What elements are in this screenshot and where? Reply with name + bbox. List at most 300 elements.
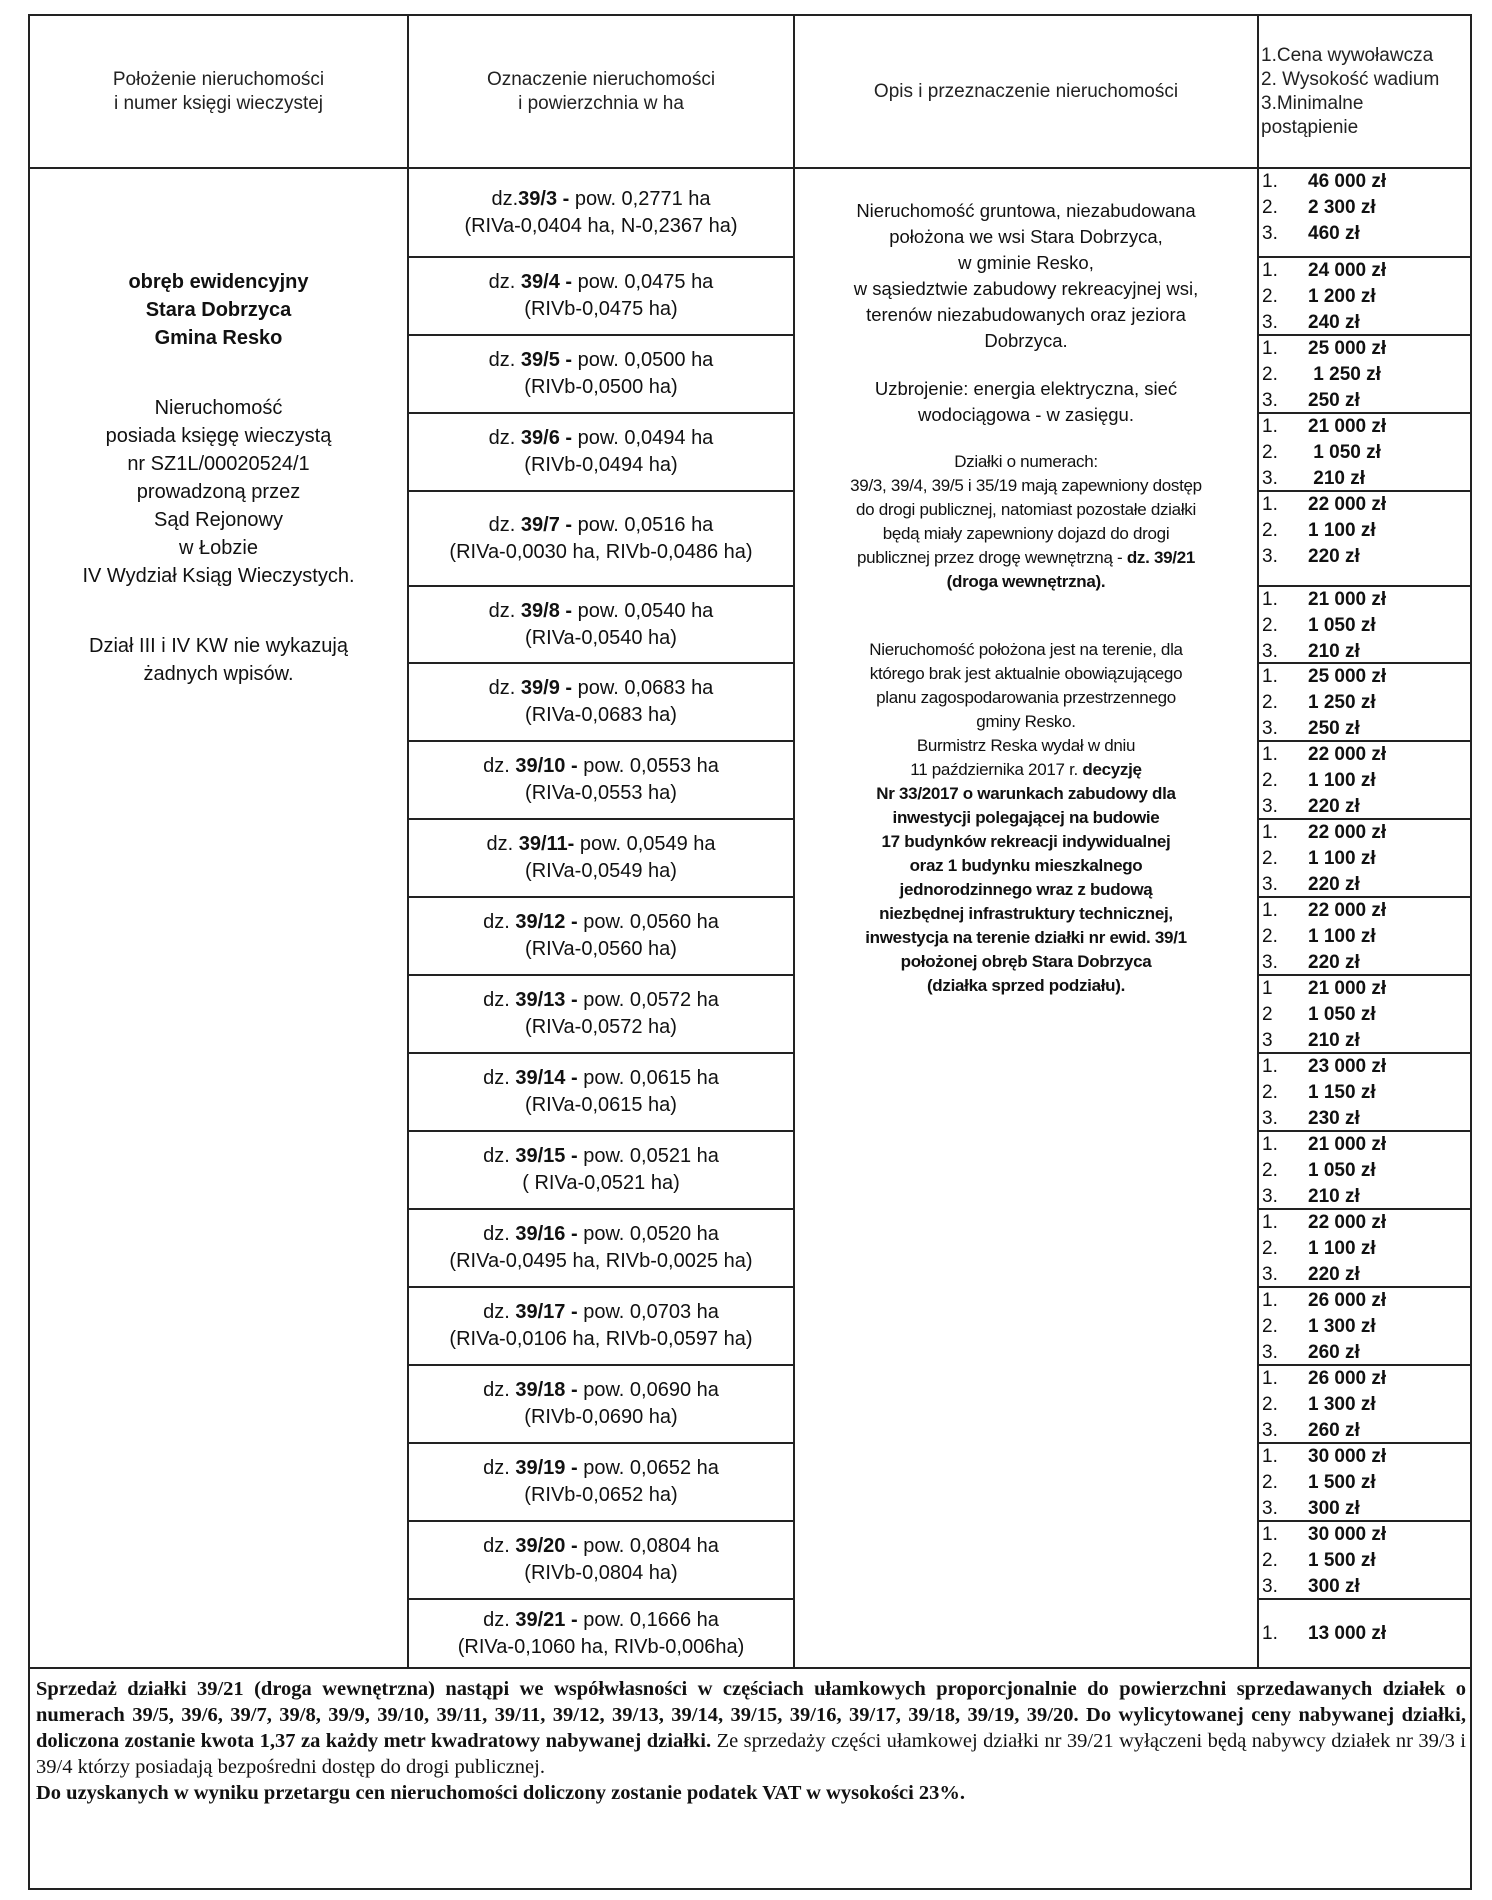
plot-number-line — [483, 1607, 719, 1634]
description-line: w gminie Resko, — [958, 252, 1094, 273]
plot-land-use: (RIVa-0,1060 ha, RIVb-0,006ha) — [457, 1635, 745, 1658]
footer-paragraph-1 — [36, 1676, 1466, 1780]
price-row — [1260, 336, 1470, 362]
plot-prefix: dz. — [483, 911, 516, 933]
plot-cell — [409, 1132, 793, 1208]
plot-number: 39/8 - — [520, 599, 573, 622]
price-value: 250 zł — [1308, 718, 1360, 739]
plot-prefix: dz. — [483, 1145, 516, 1167]
description-line: Dobrzyca. — [984, 330, 1068, 351]
land-register-line: Nieruchomość — [154, 397, 283, 419]
price-row — [1260, 976, 1470, 1002]
price-value: 25 000 zł — [1308, 666, 1387, 687]
plot-land-use: (RIVb-0,0652 ha) — [524, 1484, 678, 1506]
price-row-number: 1. — [1262, 900, 1278, 921]
price-row — [1260, 950, 1470, 976]
plot-land-use: (RIVb-0,0690 ha) — [524, 1406, 678, 1428]
price-row-number: 2. — [1262, 197, 1278, 218]
price-row — [1260, 1210, 1470, 1236]
price-value: 460 zł — [1308, 223, 1360, 244]
plot-area: pow. 0,0553 ha — [577, 755, 719, 777]
footer-paragraph-2 — [36, 1780, 1466, 1806]
plot-prefix: dz. — [491, 187, 519, 210]
plot-cell — [409, 742, 793, 818]
price-row — [1260, 1340, 1470, 1366]
price-cell — [1260, 1288, 1470, 1366]
plot-number-line — [489, 598, 714, 625]
price-value: 30 000 zł — [1308, 1524, 1387, 1545]
plot-land-use: ( RIVa-0,0521 ha) — [522, 1172, 680, 1194]
price-row-number: 2. — [1262, 1316, 1278, 1337]
plot-land-use: (RIVb-0,0804 ha) — [524, 1562, 678, 1584]
price-value: 1 050 zł — [1308, 1004, 1376, 1025]
price-row-number: 1. — [1262, 744, 1278, 765]
plot-prefix: dz. — [483, 989, 516, 1011]
plot-prefix: dz. — [488, 271, 521, 293]
price-value: 1 150 zł — [1308, 1082, 1376, 1103]
plot-number-line — [483, 1065, 719, 1092]
price-row-number: 3 — [1262, 1030, 1273, 1051]
plot-number: 39/12 - — [515, 911, 578, 933]
price-row — [1260, 1262, 1470, 1288]
access-line: 39/3, 39/4, 39/5 i 35/19 mają zapewniony dostęp — [850, 476, 1202, 495]
plot-area: pow. 0,0516 ha — [572, 513, 714, 536]
price-row — [1260, 1392, 1470, 1418]
plot-number-line — [483, 753, 719, 780]
price-row-number: 1. — [1262, 822, 1278, 843]
price-row-number: 2. — [1262, 1082, 1278, 1103]
plot-prefix: dz. — [483, 1067, 516, 1089]
price-row — [1260, 1548, 1470, 1574]
land-register-line: posiada księgę wieczystą — [105, 425, 332, 447]
plot-cell — [409, 492, 793, 585]
price-value: 1 100 zł — [1308, 926, 1376, 947]
footer-normal-text: Ze sprzedaży części ułamkowej działki nr 39/21 wyłączeni będą nabywcy działek nr 39/3 i 39/4 którzy posiadają bezpośredni dostęp do drogi publicznej. — [36, 1730, 1466, 1778]
price-row — [1260, 613, 1470, 639]
price-value: 250 zł — [1308, 390, 1360, 411]
price-row-number: 2. — [1262, 286, 1278, 307]
decision-line: Nr 33/2017 o warunkach zabudowy dla — [876, 784, 1176, 803]
price-row — [1260, 1054, 1470, 1080]
price-row — [1260, 690, 1470, 716]
price-value: 21 000 zł — [1308, 1134, 1387, 1155]
price-cell — [1260, 1522, 1470, 1600]
price-cell — [1260, 258, 1470, 336]
plot-land-use: (RIVa-0,0615 ha) — [525, 1094, 677, 1116]
plot-cell — [409, 664, 793, 740]
plot-number: 39/15 - — [515, 1145, 578, 1167]
price-row-number: 3. — [1262, 874, 1278, 895]
price-row-number: 1. — [1262, 494, 1278, 515]
price-row-number: 3. — [1262, 468, 1278, 489]
plot-number-line — [483, 909, 719, 936]
price-value: 26 000 zł — [1308, 1290, 1387, 1311]
plot-number-line — [489, 347, 714, 374]
plot-cell — [409, 169, 793, 256]
price-row-number: 2. — [1262, 1394, 1278, 1415]
price-value: 220 zł — [1308, 796, 1360, 817]
description-line: terenów niezabudowanych oraz jeziora — [866, 304, 1186, 325]
location-cell — [30, 268, 407, 688]
price-row-number: 2. — [1262, 848, 1278, 869]
price-value: 1 250 zł — [1308, 692, 1376, 713]
header-price-line: 3.Minimalne — [1261, 92, 1364, 114]
plot-number-line — [491, 186, 710, 213]
price-cell — [1260, 414, 1470, 492]
note-line: żadnych wpisów. — [143, 663, 294, 685]
price-value: 1 050 zł — [1308, 1160, 1376, 1181]
plot-cell — [409, 1522, 793, 1598]
plot-area: pow. 0,0540 ha — [572, 599, 714, 622]
price-row-number: 3. — [1262, 1576, 1278, 1597]
price-row-number: 2. — [1262, 615, 1278, 636]
price-cell — [1260, 336, 1470, 414]
price-cell — [1260, 664, 1470, 742]
header-location-text: Położenie nieruchomości i numer księgi wieczystej — [112, 68, 325, 114]
plot-land-use: (RIVa-0,0572 ha) — [525, 1016, 677, 1038]
plot-prefix: dz. — [488, 427, 521, 449]
plot-prefix: dz. — [488, 349, 521, 371]
price-row — [1260, 1470, 1470, 1496]
decision-line: 17 budynków rekreacji indywidualnej — [881, 832, 1171, 851]
decision-word: decyzję — [1082, 760, 1142, 779]
decision-line: niezbędnej infrastruktury technicznej, — [879, 904, 1173, 923]
zoning-line: którego brak jest aktualnie obowiązującego — [869, 664, 1183, 683]
price-row-number: 3. — [1262, 223, 1278, 244]
plot-area: pow. 0,1666 ha — [577, 1608, 719, 1631]
price-row-number: 2. — [1262, 1472, 1278, 1493]
land-register-line: Sąd Rejonowy — [154, 509, 283, 531]
price-value: 300 zł — [1308, 1498, 1360, 1519]
plot-cell — [409, 898, 793, 974]
price-value: 1 200 zł — [1308, 286, 1376, 307]
price-row — [1260, 1314, 1470, 1340]
plot-area: pow. 0,0475 ha — [572, 271, 714, 293]
plot-cell — [409, 1288, 793, 1364]
price-row — [1260, 362, 1470, 388]
header-description — [795, 16, 1257, 167]
price-row-number: 3. — [1262, 1498, 1278, 1519]
price-row-number: 1 — [1262, 978, 1273, 999]
decision-line: (działka sprzed podziału). — [926, 976, 1126, 995]
price-row — [1260, 310, 1470, 336]
plot-area: pow. 0,0652 ha — [577, 1457, 719, 1479]
plot-number-line — [483, 1143, 719, 1170]
land-register-line: w Łobzie — [179, 537, 258, 559]
plot-number: 39/19 - — [515, 1457, 578, 1479]
plot-prefix: dz. — [483, 1301, 516, 1323]
price-value: 13 000 zł — [1308, 1623, 1387, 1644]
price-row — [1260, 1002, 1470, 1028]
decision-date: 11 października 2017 r. — [910, 760, 1083, 779]
plot-number: 39/20 - — [515, 1535, 578, 1557]
zoning-line: gminy Resko. — [976, 712, 1076, 731]
price-row-number: 3. — [1262, 796, 1278, 817]
price-row-number: 2. — [1262, 1550, 1278, 1571]
plot-number-line — [483, 1299, 719, 1326]
plot-land-use: (RIVb-0,0500 ha) — [524, 376, 678, 398]
price-value: 1 300 zł — [1308, 1394, 1376, 1415]
plot-prefix: dz. — [488, 513, 521, 536]
price-row-number: 3. — [1262, 390, 1278, 411]
plot-area: pow. 0,0690 ha — [577, 1379, 719, 1401]
header-description-text: Opis i przeznaczenie nieruchomości — [873, 80, 1179, 102]
price-row-number: 1. — [1262, 589, 1278, 610]
plot-cell — [409, 1444, 793, 1520]
plot-cell — [409, 336, 793, 412]
price-row — [1260, 388, 1470, 414]
price-row — [1260, 820, 1470, 846]
plot-area: pow. 0,0683 ha — [572, 677, 714, 699]
price-row-number: 3. — [1262, 1264, 1278, 1285]
price-value: 220 zł — [1308, 546, 1360, 567]
plot-land-use: (RIVa-0,0540 ha) — [525, 626, 677, 649]
header-price-text — [1261, 44, 1439, 140]
plot-area: pow. 0,0560 ha — [577, 911, 719, 933]
price-row-number: 1. — [1262, 1290, 1278, 1311]
plot-land-use: (RIVa-0,0549 ha) — [525, 860, 677, 882]
plot-cell — [409, 258, 793, 334]
plot-land-use: (RIVa-0,0553 ha) — [525, 782, 677, 804]
plot-prefix: dz. — [488, 677, 521, 699]
price-value: 26 000 zł — [1308, 1368, 1387, 1389]
plot-number-line — [483, 1533, 719, 1560]
note-line: Dział III i IV KW nie wykazują — [89, 635, 348, 657]
description-line: w sąsiedztwie zabudowy rekreacyjnej wsi, — [853, 278, 1199, 299]
plot-cell — [409, 820, 793, 896]
price-row-number: 3. — [1262, 952, 1278, 973]
price-value: 260 zł — [1308, 1342, 1360, 1363]
price-row — [1260, 1132, 1470, 1158]
plot-number: 39/21 - — [515, 1608, 578, 1631]
price-row-number: 2. — [1262, 364, 1278, 385]
price-row — [1260, 1522, 1470, 1548]
price-value: 220 zł — [1308, 1264, 1360, 1285]
price-cell — [1260, 1132, 1470, 1210]
plot-cell — [409, 414, 793, 490]
plot-prefix: dz. — [483, 1223, 516, 1245]
price-cell — [1260, 820, 1470, 898]
price-value: 1 100 zł — [1308, 848, 1376, 869]
plot-cell — [409, 1600, 793, 1667]
price-value: 1 050 zł — [1308, 442, 1381, 463]
price-value: 22 000 zł — [1308, 900, 1387, 921]
price-value: 22 000 zł — [1308, 1212, 1387, 1233]
plot-number: 39/17 - — [515, 1301, 578, 1323]
plot-cell — [409, 1054, 793, 1130]
price-value: 210 zł — [1308, 641, 1360, 662]
plot-number-line — [486, 831, 715, 858]
price-value: 1 100 zł — [1308, 520, 1376, 541]
plot-number: 39/14 - — [515, 1067, 578, 1089]
price-row-number: 1. — [1262, 416, 1278, 437]
plot-area: pow. 0,0549 ha — [574, 833, 716, 855]
plot-cell — [409, 1210, 793, 1286]
price-row — [1260, 440, 1470, 466]
access-road-ref: dz. 39/21 — [1126, 548, 1196, 567]
plot-number-line — [483, 987, 719, 1014]
price-row-number: 1. — [1262, 1056, 1278, 1077]
price-row-number: 1. — [1262, 666, 1278, 687]
plot-area: pow. 0,0615 ha — [577, 1067, 719, 1089]
price-row — [1260, 1288, 1470, 1314]
plot-cell — [409, 587, 793, 662]
price-value: 22 000 zł — [1308, 822, 1387, 843]
price-row — [1260, 872, 1470, 898]
price-row — [1260, 1236, 1470, 1262]
price-row-number: 2. — [1262, 692, 1278, 713]
price-row — [1260, 1418, 1470, 1444]
price-row-number: 3. — [1262, 1108, 1278, 1129]
price-row-number: 1. — [1262, 1368, 1278, 1389]
price-row-number: 2. — [1262, 1238, 1278, 1259]
price-row-number: 1. — [1262, 1212, 1278, 1233]
zoning-line: Burmistrz Reska wydał w dniu — [916, 736, 1136, 755]
plot-number: 39/6 - — [520, 427, 573, 449]
header-price-line: postąpienie — [1261, 116, 1359, 138]
price-row-number: 1. — [1262, 1134, 1278, 1155]
access-line: będą miały zapewniony dojazd do drogi — [882, 524, 1170, 543]
price-row-number: 1. — [1262, 260, 1278, 281]
price-value: 1 050 zł — [1308, 615, 1376, 636]
price-row-number: 1. — [1262, 171, 1278, 192]
price-row-number: 1. — [1262, 1446, 1278, 1467]
price-row-number: 3. — [1262, 1420, 1278, 1441]
price-row — [1260, 258, 1470, 284]
price-row-number: 3. — [1262, 1342, 1278, 1363]
price-row-number: 2 — [1262, 1004, 1273, 1025]
price-row — [1260, 639, 1470, 665]
price-row — [1260, 1106, 1470, 1132]
plot-prefix: dz. — [483, 1457, 516, 1479]
plot-prefix: dz. — [486, 833, 519, 855]
price-value: 21 000 zł — [1308, 589, 1387, 610]
header-plot-text: Oznaczenie nieruchomości i powierzchnia w ha — [486, 68, 716, 114]
price-cell — [1260, 976, 1470, 1054]
price-row — [1260, 794, 1470, 820]
table-bottom-divider — [30, 1667, 1470, 1669]
footer-notes — [36, 1676, 1466, 1806]
plot-number-line — [489, 512, 714, 539]
price-value: 1 500 zł — [1308, 1550, 1376, 1571]
price-value: 240 zł — [1308, 312, 1360, 333]
price-value: 23 000 zł — [1308, 1056, 1387, 1077]
plot-number: 39/11- — [518, 833, 575, 855]
price-row — [1260, 1028, 1470, 1054]
price-value: 1 250 zł — [1308, 364, 1381, 385]
plot-land-use: (RIVa-0,0560 ha) — [525, 938, 677, 960]
price-row-number: 3. — [1262, 1186, 1278, 1207]
price-value: 1 300 zł — [1308, 1316, 1376, 1337]
header-price-line: 1.Cena wywoławcza — [1261, 44, 1434, 66]
utilities-line: wodociągowa - w zasięgu. — [918, 404, 1134, 425]
price-cell — [1260, 1444, 1470, 1522]
price-row-number: 1. — [1262, 1623, 1278, 1644]
price-value: 210 zł — [1308, 1186, 1360, 1207]
plot-number: 39/7 - — [520, 513, 573, 536]
plot-number: 39/3 - — [518, 187, 570, 210]
plot-cell — [409, 976, 793, 1052]
price-row-number: 1. — [1262, 1524, 1278, 1545]
plot-prefix: dz. — [483, 755, 516, 777]
price-value: 30 000 zł — [1308, 1446, 1387, 1467]
description-line: położona we wsi Stara Dobrzyca, — [889, 226, 1163, 247]
plot-number: 39/16 - — [515, 1223, 578, 1245]
price-value: 22 000 zł — [1308, 744, 1387, 765]
plot-area: pow. 0,0500 ha — [572, 349, 714, 371]
price-cell — [1260, 1210, 1470, 1288]
plot-number-line — [483, 1455, 719, 1482]
plot-number: 39/18 - — [515, 1379, 578, 1401]
price-row — [1260, 846, 1470, 872]
plot-number: 39/10 - — [515, 755, 578, 777]
price-row — [1260, 1080, 1470, 1106]
price-cell — [1260, 1621, 1470, 1647]
decision-line: oraz 1 budynku mieszkalnego — [909, 856, 1143, 875]
price-row-number: 2. — [1262, 1160, 1278, 1181]
price-cell — [1260, 587, 1470, 665]
price-cell — [1260, 898, 1470, 976]
zoning-line — [795, 758, 1257, 782]
price-value: 260 zł — [1308, 1420, 1360, 1441]
price-row — [1260, 742, 1470, 768]
column-divider — [1257, 16, 1259, 1667]
price-row-number: 1. — [1262, 338, 1278, 359]
price-row — [1260, 1366, 1470, 1392]
plot-area: pow. 0,0520 ha — [577, 1223, 719, 1245]
decision-line: jednorodzinnego wraz z budową — [899, 880, 1153, 899]
price-cell — [1260, 1366, 1470, 1444]
access-line — [795, 570, 1257, 594]
plot-number-line — [489, 425, 714, 452]
price-value: 220 zł — [1308, 952, 1360, 973]
zoning-line: planu zagospodarowania przestrzennego — [876, 688, 1176, 707]
plot-area: pow. 0,0494 ha — [572, 427, 714, 449]
plot-number-line — [483, 1221, 719, 1248]
plot-area: pow. 0,0804 ha — [577, 1535, 719, 1557]
plot-cell — [409, 1366, 793, 1442]
price-row — [1260, 1496, 1470, 1522]
access-line: Działki o numerach: — [954, 452, 1098, 471]
price-value: 300 zł — [1308, 1576, 1360, 1597]
plot-number: 39/5 - — [520, 349, 573, 371]
price-row — [1260, 466, 1470, 492]
decision-line: inwestycji polegającej na budowie — [892, 808, 1160, 827]
utilities-line: Uzbrojenie: energia elektryczna, sieć — [874, 378, 1178, 399]
price-value: 25 000 zł — [1308, 338, 1387, 359]
plot-land-use: (RIVb-0,0475 ha) — [524, 298, 678, 320]
price-value: 24 000 zł — [1308, 260, 1387, 281]
price-row — [1260, 664, 1470, 690]
price-row-number: 3. — [1262, 718, 1278, 739]
price-row-number: 2. — [1262, 770, 1278, 791]
price-row-number: 2. — [1262, 520, 1278, 541]
location-line: Gmina Resko — [154, 327, 283, 349]
price-row — [1260, 1574, 1470, 1600]
plot-prefix: dz. — [488, 599, 521, 622]
footer-bold-text: Sprzedaż działki 39/21 (droga wewnętrzna) nastąpi we współwłasności w częściach ułamkowych proporcjonalnie do powierzchni sprzedawanych działek o numerach 39/5, 39/6, 39/7, 39/8, 39/9, 39/10, 39/11, 39/11, 39/12, 39/13, 39/14, 39/15, 39/16, 39/17, 39/18, 39/19, 39/20. Do wylicytowanej ceny nabywanej działki, doliczona zostanie kwota 1,37 za każdy metr kwadratowy nabywanej działki. — [36, 1678, 1466, 1752]
price-row-number: 2. — [1262, 926, 1278, 947]
price-row-number: 3. — [1262, 546, 1278, 567]
price-cell — [1260, 169, 1470, 247]
price-value: 230 zł — [1308, 1108, 1360, 1129]
decision-line: inwestycja na terenie działki nr ewid. 39/1 — [865, 928, 1187, 947]
price-row — [1260, 898, 1470, 924]
plot-number: 39/4 - — [520, 271, 573, 293]
plot-land-use: (RIVb-0,0494 ha) — [524, 454, 678, 476]
price-row — [1260, 924, 1470, 950]
price-row — [1260, 518, 1470, 544]
